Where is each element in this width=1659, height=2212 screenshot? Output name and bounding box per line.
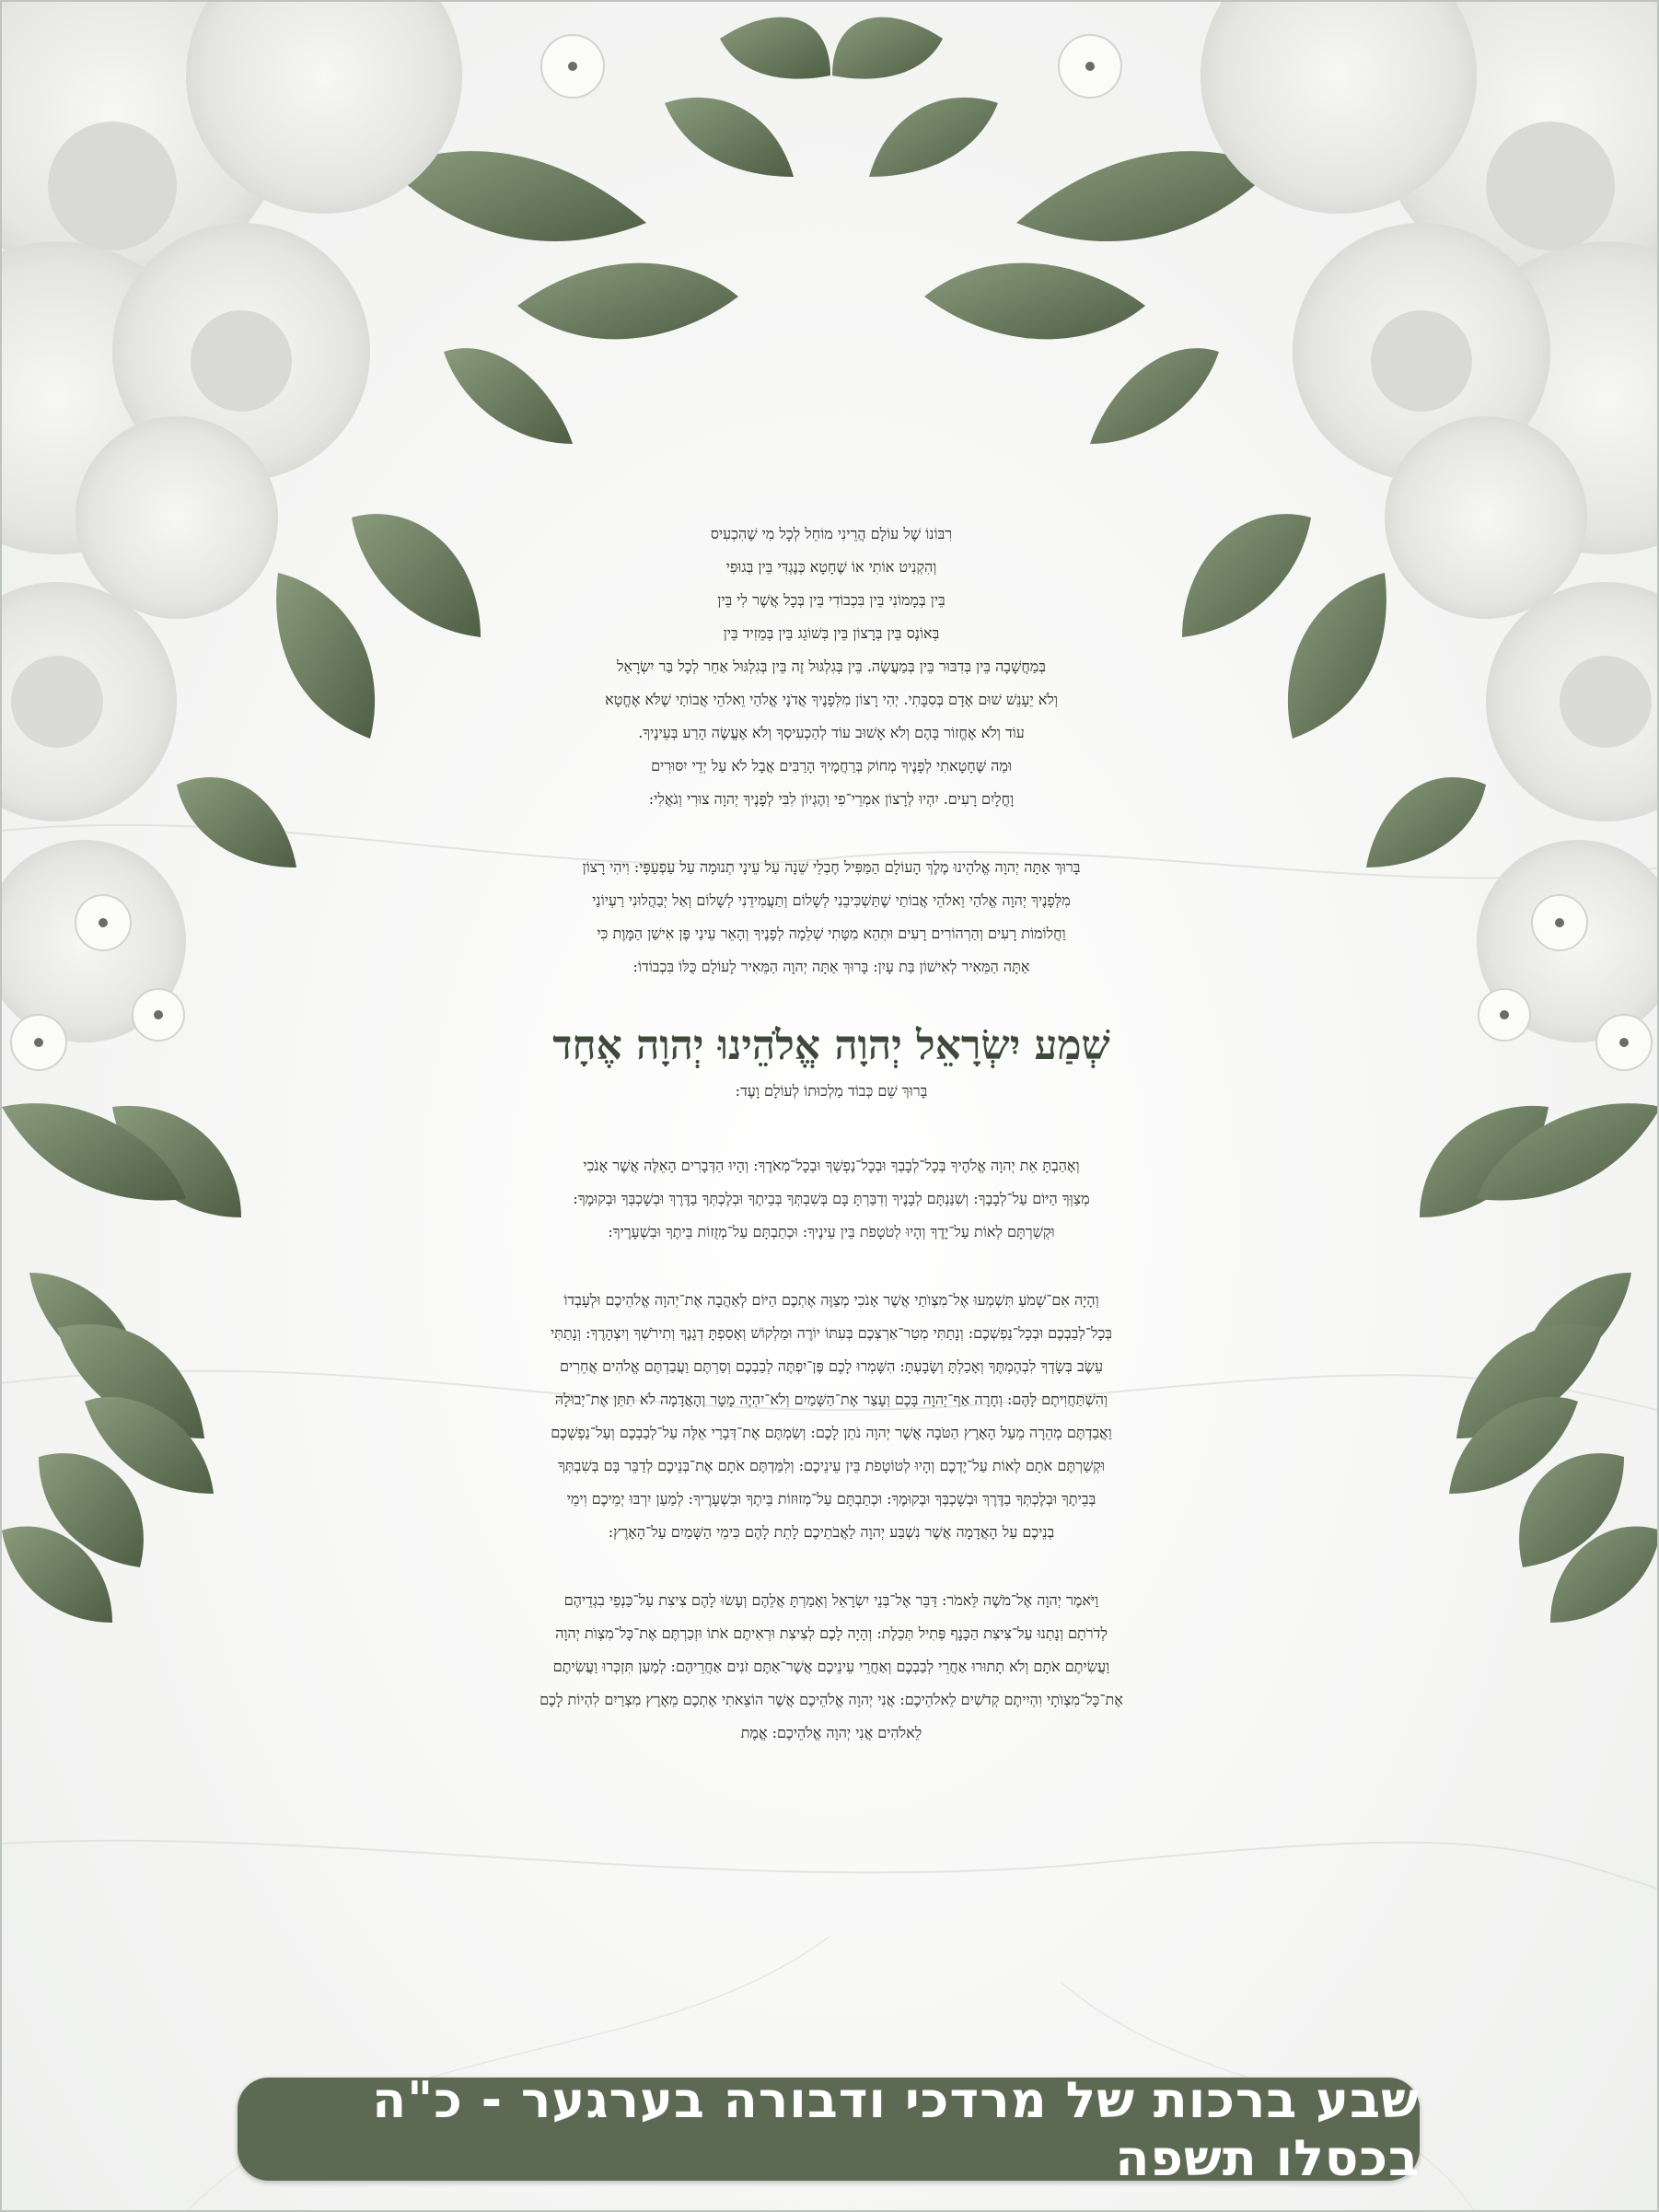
event-banner [238,2071,1420,2187]
text-line: בְּבֵיתֶךָ וּבְלֶכְתְּךָ בַדֶּרֶךְ וּבְשָׁכְבְּךָ וּבְקוּמֶךָ: וּכְתַבְתָּם עַל־מְזוּזוֹת בֵּיתֶךָ וּבִשְׁעָרֶיךָ: לְמַעַן יִרְבּוּ יְמֵיכֶם וִימֵי [566,1490,1096,1508]
text-line: בָּרוּךְ אַתָּה יְהוָה אֱלֹהֵינוּ מֶלֶךְ הָעוֹלָם הַמַּפִּיל חֶבְלֵי שֵׁנָה עַל עֵינָי תְנוּמָה עַל עַפְעַפָּי: וִיהִי רָצוֹן [582,858,1081,876]
text-line: עוֹד וְלֹא אֶחֱזוֹר בָּהֶם וְלֹא אָשׁוּב עוֹד לְהַכְעִיסְךָ וְלֹא אֶעֱשֶׂה הָרַע בְּעֵינֶיךָ. [638,724,1025,741]
text-line: בֵּין בְּמָמוֹנִי בֵּין בִּכְבוֹדִי בֵּין בְּכָל אֲשֶׁר לִי בֵּין [717,591,946,609]
shema-subheading: בָּרוּךְ שֵׁם כְּבוֹד מַלְכוּתוֹ לְעוֹלָם וָעֶד: [735,1082,928,1100]
text-line: לֵאלֹהִים אֲנִי יְהוָה אֱלֹהֵיכֶם: אֱמֶת [740,1724,922,1741]
text-line: וּקְשַׁרְתֶּם אֹתָם לְאוֹת עַל־יֶדְכֶם וְהָיוּ לְטוֹטָפֹת בֵּין עֵינֵיכֶם: וְלִמַּדְתֶּם אֹתָם אֶת־בְּנֵיכֶם לְדַבֵּר בָּם בְּשִׁבְתְּךָ [558,1457,1105,1474]
text-line: וְלֹא יֵעָנֵשׁ שׁוּם אָדָם בְּסִבָּתִי. יְהִי רָצוֹן מִלְּפָנֶיךָ אֲדֹנָי אֱלֹהַי וֵאלֹהֵי אֲבוֹתַי שֶׁלֹּא אֶחֱטָא [605,691,1058,708]
text-line: מְצַוְּךָ הַיּוֹם עַל־לְבָבֶךָ: וְשִׁנַּנְתָּם לְבָנֶיךָ וְדִבַּרְתָּ בָּם בְּשִׁבְתְּךָ בְּבֵיתֶךָ וּבְלֶכְתְּךָ בַדֶּרֶךְ וּבְשָׁכְבְּךָ וּבְקוּמֶךָ: [573,1190,1090,1207]
text-line: בְּמַחֲשָׁבָה בֵּין בְּדִבּוּר בֵּין בְּמַעֲשֶׂה. בֵּין בְּגִלְגּוּל זֶה בֵּין בְּגִלְגּוּל אַחֵר לְכָל בַּר יִשְׂרָאֵל [617,658,1046,675]
vahavta-paragraph [140,1149,1523,1249]
text-line: וְהָיָה אִם־שָׁמֹעַ תִּשְׁמְעוּ אֶל־מִצְוֺתַי אֲשֶׁר אָנֹכִי מְצַוֶּה אֶתְכֶם הַיּוֹם לְאַהֲבָה אֶת־יְהוָה אֱלֹהֵיכֶם וּלְעָבְדוֹ [563,1291,1099,1309]
text-line: בְּאוֹנֶס בֵּין בְּרָצוֹן בֵּין בְּשׁוֹגֵג בֵּין בְּמֵזִיד בֵּין [723,624,940,642]
shema-heading: שְׁמַע יִשְׂרָאֵל יְהוָה אֱלֹהֵינוּ יְהוָה אֶחָד [552,1022,1110,1069]
vayomer-paragraph [140,1584,1523,1750]
text-line: וּקְשַׁרְתָּם לְאוֹת עַל־יָדֶךָ וְהָיוּ לְטֹטָפֹת בֵּין עֵינֶיךָ: וּכְתַבְתָּם עַל־מְזֻזוֹת בֵּיתֶךָ וּבִשְׁעָרֶיךָ: [608,1223,1055,1240]
forgiveness-prayer [140,518,1523,816]
text-line: אַתָּה הַמֵּאִיר לְאִישׁוֹן בַּת עָיִן: בָּרוּךְ אַתָּה יְהוָה הַמֵּאִיר לָעוֹלָם כֻּלּוֹ בִּכְבוֹדוֹ: [632,958,1030,975]
text-line: בְנֵיכֶם עַל הָאֲדָמָה אֲשֶׁר נִשְׁבַּע יְהוָה לַאֲבֹתֵיכֶם לָתֵת לָהֶם כִּימֵי הַשָּׁמַיִם עַל־הָאָרֶץ: [608,1523,1055,1541]
text-line: וַעֲשִׂיתֶם אֹתָם וְלֹא תָתוּרוּ אַחֲרֵי לְבַבְכֶם וְאַחֲרֵי עֵינֵיכֶם אֲשֶׁר־אַתֶּם זֹנִים אַחֲרֵיהֶם: לְמַעַן תִּזְכְּרוּ וַעֲשִׂיתֶם [552,1658,1110,1675]
text-line: וְהִשְׁתַּחֲוִיתֶם לָהֶם: וְחָרָה אַף־יְהוָה בָּכֶם וְעָצַר אֶת־הַשָּׁמַיִם וְלֹא־יִהְיֶה מָטָר וְהָאֲדָמָה לֹא תִתֵּן אֶת־יְבוּלָהּ [554,1391,1108,1408]
text-line: וַחֲלוֹמוֹת רָעִים וְהַרְהוֹרִים רָעִים וּתְהֵא מִטָּתִי שְׁלֵמָה לְפָנֶיךָ וְהָאֵר עֵינַי פֶּן אִישַׁן הַמָּוֶת כִּי [597,925,1066,942]
text-line: בְּכָל־לְבַבְכֶם וּבְכָל־נַפְשְׁכֶם: וְנָתַתִּי מְטַר־אַרְצְכֶם בְּעִתּוֹ יוֹרֶה וּמַלְקוֹשׁ וְאָסַפְתָּ דְגָנֶךָ וְתִירֹשְׁךָ וְיִצְהָרֶךָ: וְנָתַתִּי [550,1324,1112,1342]
text-line: וּמַה שֶּׁחָטָאתִי לְפָנֶיךָ מְחוֹק בְּרַחֲמֶיךָ הָרַבִּים אֲבָל לֹא עַל יְדֵי יִסּוּרִים [651,757,1012,774]
text-line: עֵשֶׂב בְּשָׂדְךָ לִבְהֶמְתֶּךָ וְאָכַלְתָּ וְשָׂבָעְתָּ: הִשָּׁמְרוּ לָכֶם פֶּן־יִפְתֶּה לְבַבְכֶם וְסַרְתֶּם וַעֲבַדְתֶּם אֱלֹהִים אֲחֵרִים [559,1357,1104,1375]
text-line: לְדֹרֹתָם וְנָתְנוּ עַל־צִיצִת הַכָּנָף פְּתִיל תְּכֵלֶת: וְהָיָה לָכֶם לְצִיצִת וּרְאִיתֶם אֹתוֹ וּזְכַרְתֶּם אֶת־כָּל־מִצְוֺת יְהוָה [555,1624,1108,1642]
text-line: רִבּוֹנוֹ שֶׁל עוֹלָם הֲרֵינִי מוֹחֵל לְכָל מִי שֶׁהִכְעִיס [710,525,953,542]
text-line: וָחֳלָיִם רָעִים. יִהְיוּ לְרָצוֹן אִמְרֵי־פִי וְהֶגְיוֹן לִבִּי לְפָנֶיךָ יְהוָה צוּרִי וְגֹאֲלִי: [648,790,1015,808]
banner-title: שבע ברכות של מרדכי ודבורה בערגער - כ"ה בכסלו תשפה [372,2071,1420,2187]
text-line: וַיֹּאמֶר יְהוָה אֶל־מֹשֶׁה לֵּאמֹר: דַּבֵּר אֶל־בְּנֵי יִשְׂרָאֵל וְאָמַרְתָּ אֲלֵהֶם וְעָשׂוּ לָהֶם צִיצִת עַל־כַּנְפֵי בִגְדֵיהֶם [563,1591,1099,1609]
text-line: אֶת־כָּל־מִצְוֺתָי וִהְיִיתֶם קְדֹשִׁים לֵאלֹהֵיכֶם: אֲנִי יְהוָה אֱלֹהֵיכֶם אֲשֶׁר הוֹצֵאתִי אֶתְכֶם מֵאֶרֶץ מִצְרַיִם לִהְיוֹת לָכֶם [539,1691,1123,1708]
vehaya-paragraph [140,1284,1523,1549]
text-line: וְהִקְנִיט אוֹתִי אוֹ שֶׁחָטָא כְּנֶגְדִּי בֵּין בְּגוּפִי [725,558,937,576]
text-line: מִלְּפָנֶיךָ יְהוָה אֱלֹהַי וֵאלֹהֵי אֲבוֹתַי שֶׁתַּשְׁכִּיבֵנִי לְשָׁלוֹם וְתַעֲמִידֵנִי לְשָׁלוֹם וְאַל יְבַהֲלוּנִי רַעְיוֹנַי [592,891,1071,909]
text-line: וְאָהַבְתָּ אֵת יְהוָה אֱלֹהֶיךָ בְּכָל־לְבָבְךָ וּבְכָל־נַפְשְׁךָ וּבְכָל־מְאֹדֶךָ: וְהָיוּ הַדְּבָרִים הָאֵלֶּה אֲשֶׁר אָנֹכִי [583,1157,1080,1174]
prayer-text [140,518,1523,1785]
hamapil-blessing [140,851,1523,984]
text-line: וַאֲבַדְתֶּם מְהֵרָה מֵעַל הָאָרֶץ הַטֹּבָה אֲשֶׁר יְהוָה נֹתֵן לָכֶם: וְשַׂמְתֶּם אֶת־דְּבָרַי אֵלֶּה עַל־לְבַבְכֶם וְעַל־נַפְשְׁכֶם [551,1424,1112,1441]
